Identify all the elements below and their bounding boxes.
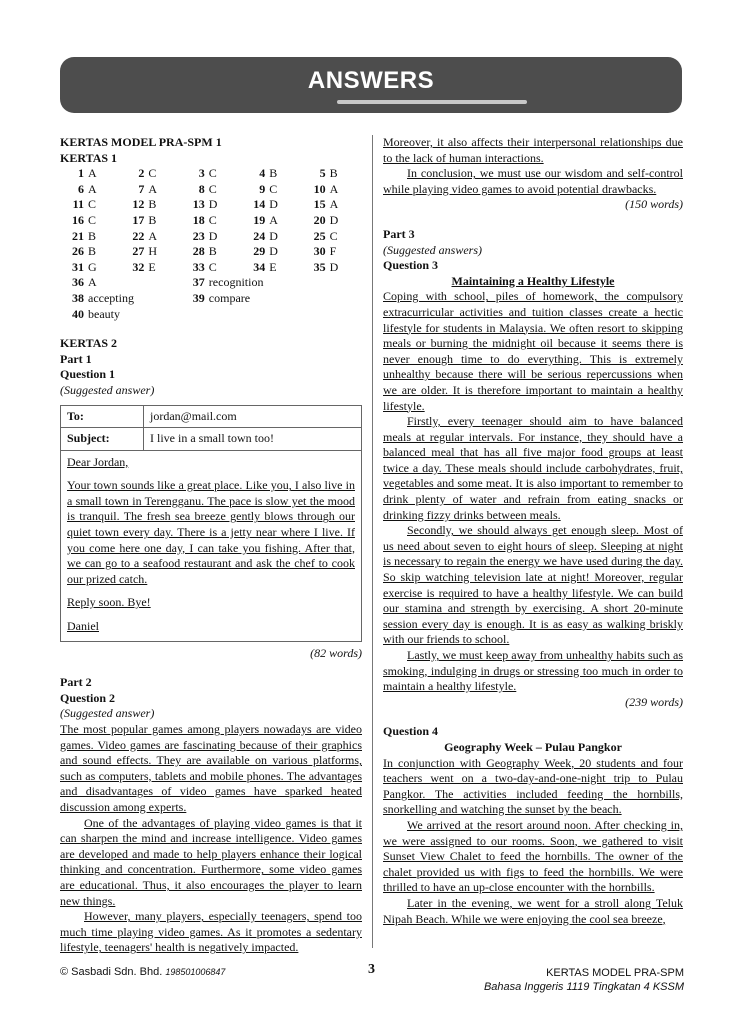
question3-heading: Question 3 [383,258,439,273]
answer-number: 31 [72,259,84,274]
answer-value: B [329,166,338,181]
answer-number: 30 [313,244,326,259]
answer-value: beauty [88,306,120,321]
answer-value: C [208,166,217,181]
answer-number: 3 [198,166,205,181]
answer-item [120,166,180,182]
section-title: KERTAS MODEL PRA-SPM 1 [60,135,222,149]
answer-value: F [329,244,337,259]
email-subject-label: Subject: [61,428,144,450]
answer-item [241,213,301,229]
part2-heading: Part 2 [60,675,92,690]
answer-item [241,182,301,198]
book-title: KERTAS MODEL PRA-SPM [546,967,684,979]
publisher-reg-no: 198501006847 [165,967,226,977]
answer-number: 1 [78,166,84,181]
email-subject-value: I live in a small town too! [150,431,274,446]
kertas2-heading: KERTAS 2 [60,336,118,351]
email-body [61,451,361,641]
answer-value: C [269,181,278,196]
answer-value: E [148,259,156,274]
email-greeting: Dear Jordan, [67,454,129,469]
answer-item [120,197,180,213]
answer-value: A [88,275,97,290]
answer-number: 34 [253,259,266,274]
q2-paragraph-1: The most popular games among players nowadays are video games. Video games are fascinating because of their graphics and sound effects. They are available on various platforms, such as computers, tablets and mobile phones. The advantages and disadvantages of video games have sparked heated discussion among experts. [60,722,362,814]
answer-item [60,229,120,245]
answer-number: 40 [72,306,84,321]
answers-banner [60,57,682,113]
q3-word-count: (239 words) [625,694,683,709]
answer-number: 26 [72,244,84,259]
q4-paragraph-1: In conjunction with Geography Week, 20 students and four teachers went on a two-day-and-one-night trip to Pulau Pangkor. The activities included feeding the hornbills, snorkelling and watching the sunset by the beach. [383,755,683,817]
answer-value: D [329,259,339,274]
email-body-text: Your town sounds like a great place. Like you, I also live in a small town in Terengganu. The pace is slow yet the mood is tranquil. The fresh sea breeze gently blows through our quiet town every day. There is a jetty near where I live. If you come here one day, I can take you fishing. After that, we can go to a seafood restaurant and ask the chef to cook our prized catch. [67,478,355,586]
answer-item [302,260,362,276]
question1-heading: Question 1 [60,367,116,382]
publisher-name: © Sasbadi Sdn. Bhd. [60,966,163,978]
q2-word-count: (150 words) [625,197,683,212]
email-to-row [61,406,361,429]
answer-value: A [88,181,97,196]
part1-heading: Part 1 [60,351,92,366]
answer-item [181,229,241,245]
answer-value: D [208,197,218,212]
answer-value: C [88,212,97,227]
q2-paragraph-3: However, many players, especially teenagers, spend too much time playing video games. As it promotes a sedentary lifestyle, teenagers' health is negatively impacted. [60,909,362,955]
answer-value: D [269,228,278,243]
answer-value: D [269,197,278,212]
answer-number: 29 [253,244,266,259]
answer-number: 15 [313,197,326,212]
email-closing: Reply soon. Bye! [67,595,151,610]
answer-number: 2 [138,166,145,181]
answer-item [60,182,120,198]
answer-number: 5 [319,166,326,181]
answer-item [60,307,181,323]
part3-heading: Part 3 [383,226,415,241]
answer-number: 38 [72,290,84,305]
answer-number: 19 [253,212,266,227]
answer-number: 37 [192,275,205,290]
answer-number: 32 [132,259,145,274]
answer-value: C [208,212,217,227]
q2-paragraph-4: Moreover, it also affects their interpersonal relationships due to the lack of human interactions. [383,135,683,165]
answer-value: B [269,166,278,181]
answer-number: 39 [192,290,205,305]
answer-value: D [208,228,218,243]
answer-value: A [269,212,278,227]
q3-title: Maintaining a Healthy Lifestyle [451,273,615,288]
answer-value: accepting [88,290,134,305]
answer-value: B [88,244,97,259]
answer-number: 6 [78,181,84,196]
answer-item [302,166,362,182]
answer-number: 8 [198,181,205,196]
answer-item [120,182,180,198]
answer-item [60,213,120,229]
answer-item [241,197,301,213]
answer-value: C [208,259,217,274]
answer-number: 28 [192,244,205,259]
answer-number: 10 [313,181,326,196]
answer-number: 23 [192,228,205,243]
answer-value: H [148,244,158,259]
answer-number: 16 [72,212,84,227]
kertas1-heading: KERTAS 1 [60,150,118,165]
left-column [60,135,362,956]
answer-grid-wide [60,275,362,322]
answer-value: D [329,212,339,227]
answer-item [181,291,302,307]
q4-title: Geography Week – Pulau Pangkor [444,739,622,754]
answer-item [120,229,180,245]
answer-value: compare [208,290,251,305]
answer-item [60,244,120,260]
q3-paragraph-3: Secondly, we should always get enough sleep. Most of us need about seven to eight hours of sleep. Sleeping at night is necessary to regain the energy we have used during the day. So skip watching television late at night! Moreover, regular exercise is required to have a healthy lifestyle. We can build our stamina and strength by exercising. A short 20-minute session every day is enough. It is as easy as walking briskly with our friends to school. [383,523,683,647]
answer-value: D [269,244,278,259]
answer-number: 13 [192,197,205,212]
answer-item [302,229,362,245]
answer-item [60,197,120,213]
suggested-answers-note: (Suggested answers) [383,242,482,257]
answer-number: 11 [72,197,84,212]
answer-item [60,275,181,291]
answer-value: B [208,244,217,259]
answer-value: E [269,259,277,274]
answer-number: 9 [259,181,266,196]
q2-paragraph-5: In conclusion, we must use our wisdom and self-control while playing video games to avoid potential drawbacks. [383,166,683,196]
answer-value: B [148,212,157,227]
answer-item [302,182,362,198]
answer-value: B [88,228,97,243]
answer-item [241,229,301,245]
answer-number: 22 [132,228,145,243]
suggested-answer-note: (Suggested answer) [60,382,155,397]
answer-number: 4 [259,166,266,181]
email-signature: Daniel [67,619,99,634]
answer-number: 25 [313,228,326,243]
answer-item [120,244,180,260]
question4-heading: Question 4 [383,724,439,739]
answer-value: A [329,181,339,196]
email-to-label: To: [61,406,144,428]
book-subtitle: Bahasa Inggeris 1119 Tingkatan 4 KSSM [483,981,684,993]
answer-number: 24 [253,228,266,243]
answer-grid [60,166,362,275]
answer-item [181,197,241,213]
email-letter [60,405,362,642]
q2-suggested-note: (Suggested answer) [60,706,155,721]
answer-value: C [329,228,338,243]
answer-item [60,166,120,182]
q3-paragraph-4: Lastly, we must keep away from unhealthy habits such as smoking, indulging in drugs or stressing too much in order to maintain a healthy lifestyle. [383,648,683,694]
answer-value: G [88,259,97,274]
q4-paragraph-2: We arrived at the resort around noon. After checking in, we were assigned to our rooms. Soon, we gathered to visit Sunset View Chalet to feed the hornbills. The owner of the chalet provided us with figs to feed the hornbills. We were thrilled to have an up-close encounter with the hornbills. [383,817,683,895]
answer-item [120,213,180,229]
footer-publisher [60,966,225,978]
answer-value: recognition [208,275,264,290]
answer-item [181,275,302,291]
answer-value: A [329,197,339,212]
answer-item [120,260,180,276]
q1-word-count: (82 words) [310,645,362,660]
answer-number: 7 [138,181,145,196]
answer-item [181,244,241,260]
answer-value: A [148,228,158,243]
footer-book-info [484,966,684,994]
answer-item [181,182,241,198]
q3-paragraph-1: Coping with school, piles of homework, the compulsory extracurricular activities and tuition classes create a hectic lifestyle for students in Malaysia. We often resort to skipping meals or burning the midnight oil because it seems there is never enough time to do everything. This is extremely unhealthy because there will be serious repercussions when we are older. It is therefore important to maintain a healthy lifestyle. [383,289,683,413]
answer-item [302,244,362,260]
answer-value: C [148,166,157,181]
answer-number: 35 [313,259,326,274]
answer-value: A [88,166,97,181]
answer-item [302,197,362,213]
answer-item [60,291,181,307]
q3-paragraph-2: Firstly, every teenager should aim to have balanced meals at regular intervals. For instance, they should have a balanced meal that has all five major food groups at least twice a day. These meals should include carbohydrates, fruit, vegetables and some meat. It is also important to remember to drink plenty of water and refrain from eating snacks or drinking fizzy drinks between meals. [383,414,683,522]
answer-value: C [208,181,217,196]
answer-item [181,213,241,229]
answer-value: A [148,181,158,196]
banner-underline [337,100,527,104]
q2-paragraph-2: One of the advantages of playing video games is that it can sharpen the mind and increase intelligence. Video games are developed and made to help players enhance their logical thinking and concentration. Furthermore, some video games are educational. Thus, it also encourages the player to learn new things. [60,815,362,908]
right-column [383,135,683,927]
answer-item [60,260,120,276]
answer-number: 14 [253,197,266,212]
column-divider [372,135,373,948]
answer-number: 21 [72,228,84,243]
q4-paragraph-3: Later in the evening, we went for a stroll along Teluk Nipah Beach. While we were enjoying the cool sea breeze, [383,895,683,926]
answer-item [181,166,241,182]
answer-number: 33 [192,259,205,274]
email-subject-row [61,428,361,451]
answer-item [241,166,301,182]
answer-value: C [88,197,97,212]
answer-number: 17 [132,212,145,227]
answer-item [241,260,301,276]
answer-number: 36 [72,275,84,290]
page-number: 3 [368,962,375,977]
answer-item [241,244,301,260]
answer-item [302,213,362,229]
answer-number: 27 [132,244,145,259]
answer-value: B [148,197,157,212]
answer-number: 20 [313,212,326,227]
answer-number: 18 [192,212,205,227]
question2-heading: Question 2 [60,690,116,705]
answer-number: 12 [132,197,145,212]
banner-title: ANSWERS [307,67,435,94]
answer-item [181,260,241,276]
email-to-value: jordan@mail.com [150,408,237,423]
